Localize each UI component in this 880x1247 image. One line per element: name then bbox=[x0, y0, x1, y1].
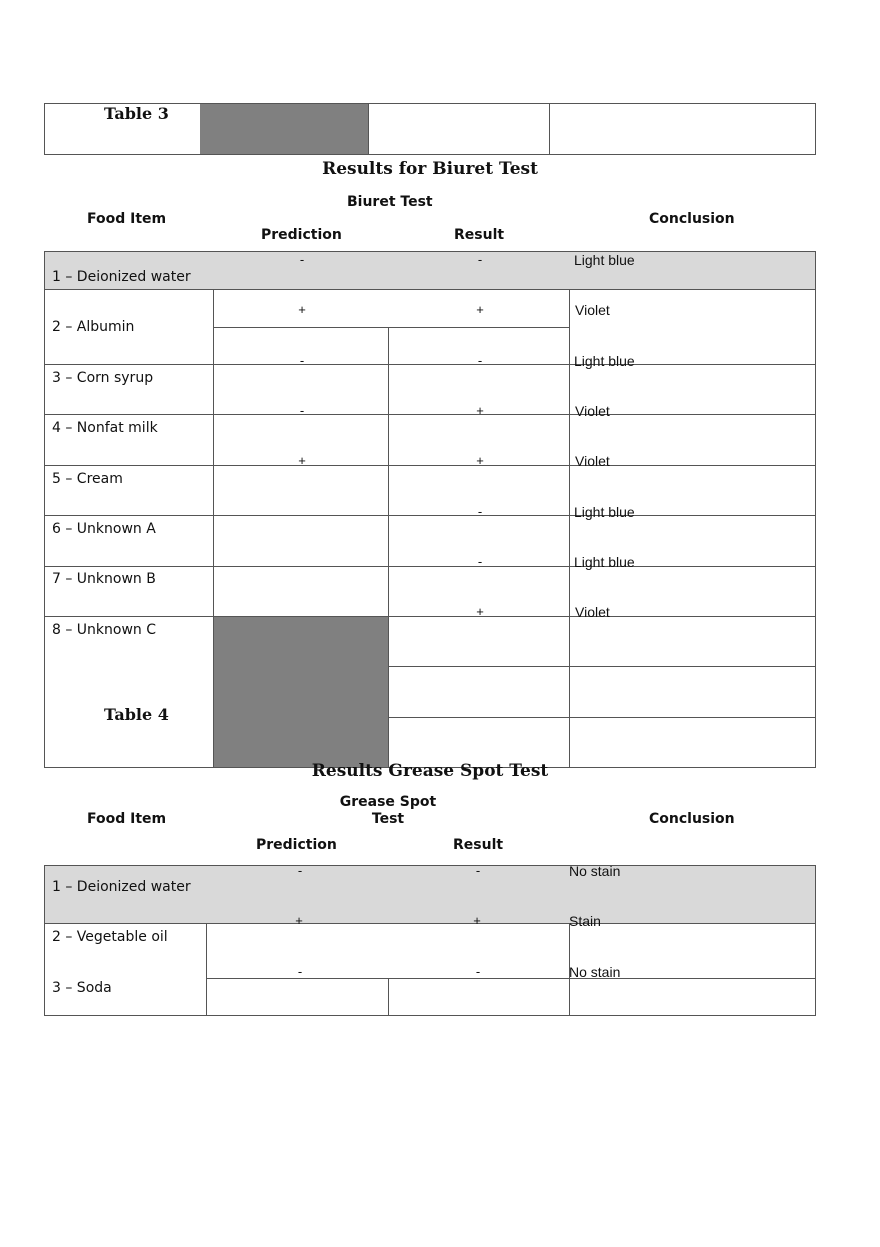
table3-grid bbox=[44, 251, 816, 768]
table4-prediction: + bbox=[295, 913, 303, 928]
table3-prediction: - bbox=[299, 353, 305, 368]
table3-prediction: - bbox=[299, 403, 305, 418]
table3-item: 4 – Nonfat milk bbox=[52, 420, 158, 436]
table3-col-food: Food Item bbox=[87, 211, 167, 227]
table4-result: + bbox=[473, 913, 481, 928]
table3-group-header: Biuret Test bbox=[347, 194, 433, 210]
table3-item: 5 – Cream bbox=[52, 471, 123, 487]
table4-conclusion: No stain bbox=[569, 863, 621, 879]
table3-title: Results for Biuret Test bbox=[322, 159, 538, 179]
table3-col-result: Result bbox=[454, 227, 505, 243]
table3-conclusion: Light blue bbox=[574, 353, 635, 369]
table3-conclusion: Violet bbox=[575, 453, 610, 469]
table3-result: + bbox=[476, 604, 484, 619]
table3-conclusion: Light blue bbox=[574, 252, 635, 268]
table3-item: 7 – Unknown B bbox=[52, 571, 156, 587]
table3-result: - bbox=[477, 504, 483, 519]
table4-item: 3 – Soda bbox=[52, 980, 112, 996]
table4-conclusion: No stain bbox=[569, 964, 621, 980]
table3-prediction: + bbox=[298, 453, 306, 468]
table3-item: 8 – Unknown C bbox=[52, 622, 157, 638]
table3-col-conclusion: Conclusion bbox=[649, 211, 735, 227]
table4-title: Results Grease Spot Test bbox=[311, 761, 549, 781]
table3-item: 6 – Unknown A bbox=[52, 521, 156, 537]
table3-result: - bbox=[477, 353, 483, 368]
table4-group-header bbox=[318, 794, 458, 828]
table3-col-prediction: Prediction bbox=[261, 227, 342, 243]
table3-result: + bbox=[476, 403, 484, 418]
table3-prediction: + bbox=[298, 302, 306, 317]
table4-col-conclusion: Conclusion bbox=[649, 811, 735, 827]
table4-result: - bbox=[475, 964, 481, 979]
table4-group-header-line2: Test bbox=[371, 811, 405, 827]
table4-col-prediction: Prediction bbox=[256, 837, 337, 853]
table4-result: - bbox=[475, 863, 481, 878]
table3-result: - bbox=[477, 252, 483, 267]
table4-label: Table 4 bbox=[104, 705, 169, 724]
table4-prediction: - bbox=[297, 964, 303, 979]
table4-col-food: Food Item bbox=[87, 811, 167, 827]
table3-conclusion: Violet bbox=[575, 403, 610, 419]
table3-item: 3 – Corn syrup bbox=[52, 370, 154, 386]
table4-item: 1 – Deionized water bbox=[52, 879, 191, 895]
table4-conclusion: Stain bbox=[569, 913, 601, 929]
table4-prediction: - bbox=[297, 863, 303, 878]
table3-result: - bbox=[477, 554, 483, 569]
table3-result: + bbox=[476, 302, 484, 317]
table4-group-header-line1: Grease Spot bbox=[339, 794, 437, 810]
table3-conclusion: Violet bbox=[575, 604, 610, 620]
table3-conclusion: Violet bbox=[575, 302, 610, 318]
table4-item: 2 – Vegetable oil bbox=[52, 929, 168, 945]
table3-item: 1 – Deionized water bbox=[52, 269, 191, 285]
table3-shaded-block bbox=[213, 616, 388, 767]
table3-item: 2 – Albumin bbox=[52, 319, 135, 335]
table3-result: + bbox=[476, 453, 484, 468]
table3-label: Table 3 bbox=[104, 104, 169, 123]
table4-col-result: Result bbox=[453, 837, 504, 853]
table3-prediction: - bbox=[299, 252, 305, 267]
table3-conclusion: Light blue bbox=[574, 504, 635, 520]
table3-conclusion: Light blue bbox=[574, 554, 635, 570]
table3-label-shaded-cell bbox=[200, 104, 369, 154]
